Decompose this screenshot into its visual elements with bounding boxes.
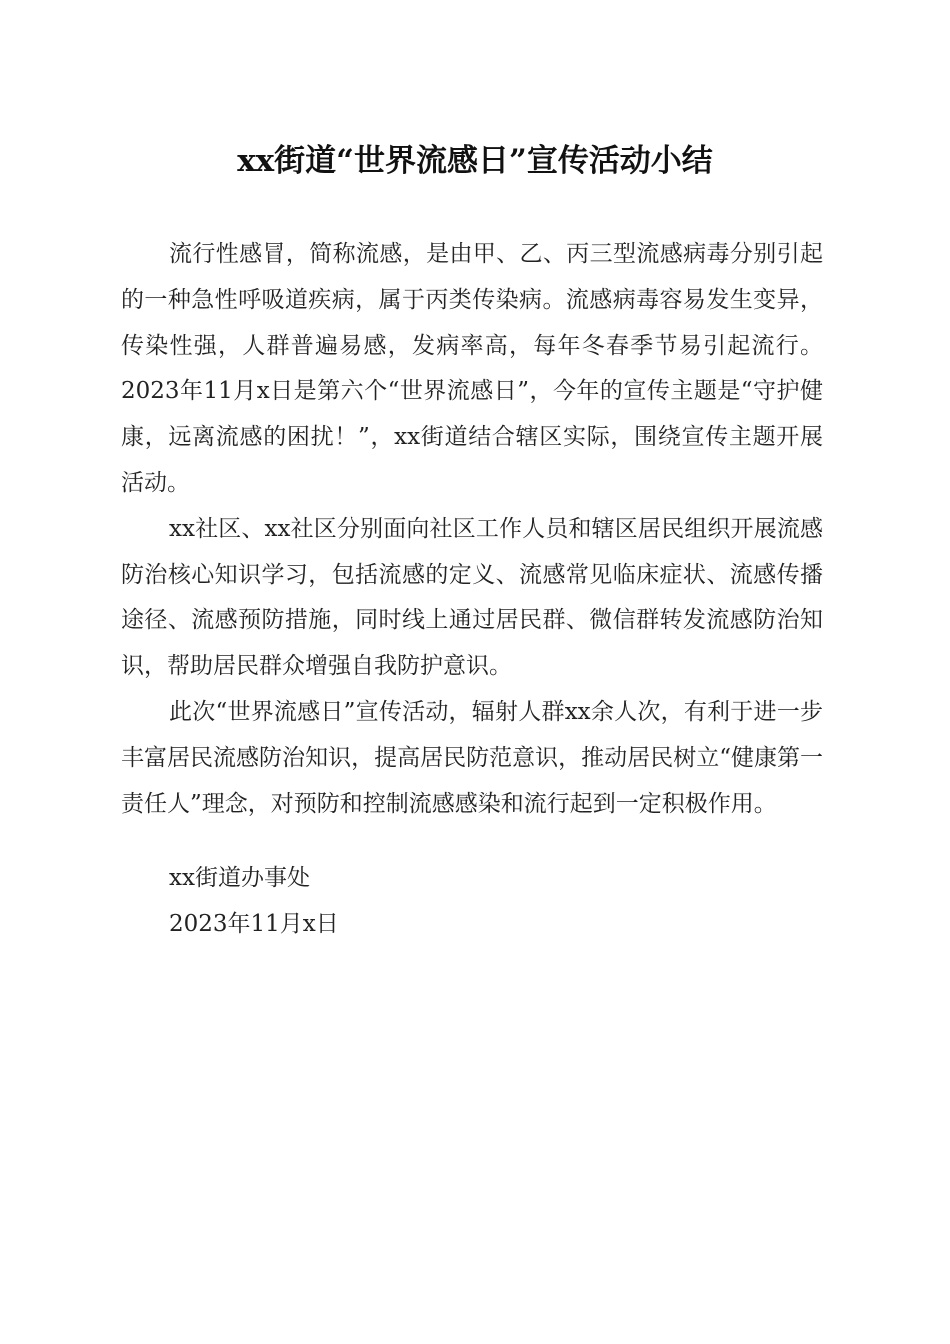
paragraph-activities: xx社区、xx社区分别面向社区工作人员和辖区居民组织开展流感防治核心知识学习，包括流感的定义、流感常见临床症状、流感传播途径、流感预防措施，同时线上通过居民群、微信群转发流感防治知识，帮助居民群众增强自我防护意识。	[121, 515, 823, 680]
signature-date: 2023年11月x日	[169, 910, 339, 937]
document-title: xx街道“世界流感日”宣传活动小结	[237, 143, 713, 179]
signature-block	[169, 856, 339, 948]
signature-organization: xx街道办事处	[169, 865, 310, 891]
paragraph-summary: 此次“世界流感日”宣传活动，辐射人群xx余人次，有利于进一步丰富居民流感防治知识，提高居民防范意识，推动居民树立“健康第一责任人”理念，对预防和控制流感感染和流行起到一定积极作用。	[121, 698, 823, 817]
paragraph-intro: 流行性感冒，简称流感，是由甲、乙、丙三型流感病毒分别引起的一种急性呼吸道疾病，属于丙类传染病。流感病毒容易发生变异，传染性强，人群普遍易感，发病率高，每年冬春季节易引起流行。2023年11月x日是第六个“世界流感日”，今年的宣传主题是“守护健康，远离流感的困扰！”，xx街道结合辖区实际，围绕宣传主题开展活动。	[121, 241, 823, 496]
document-body	[121, 232, 823, 827]
